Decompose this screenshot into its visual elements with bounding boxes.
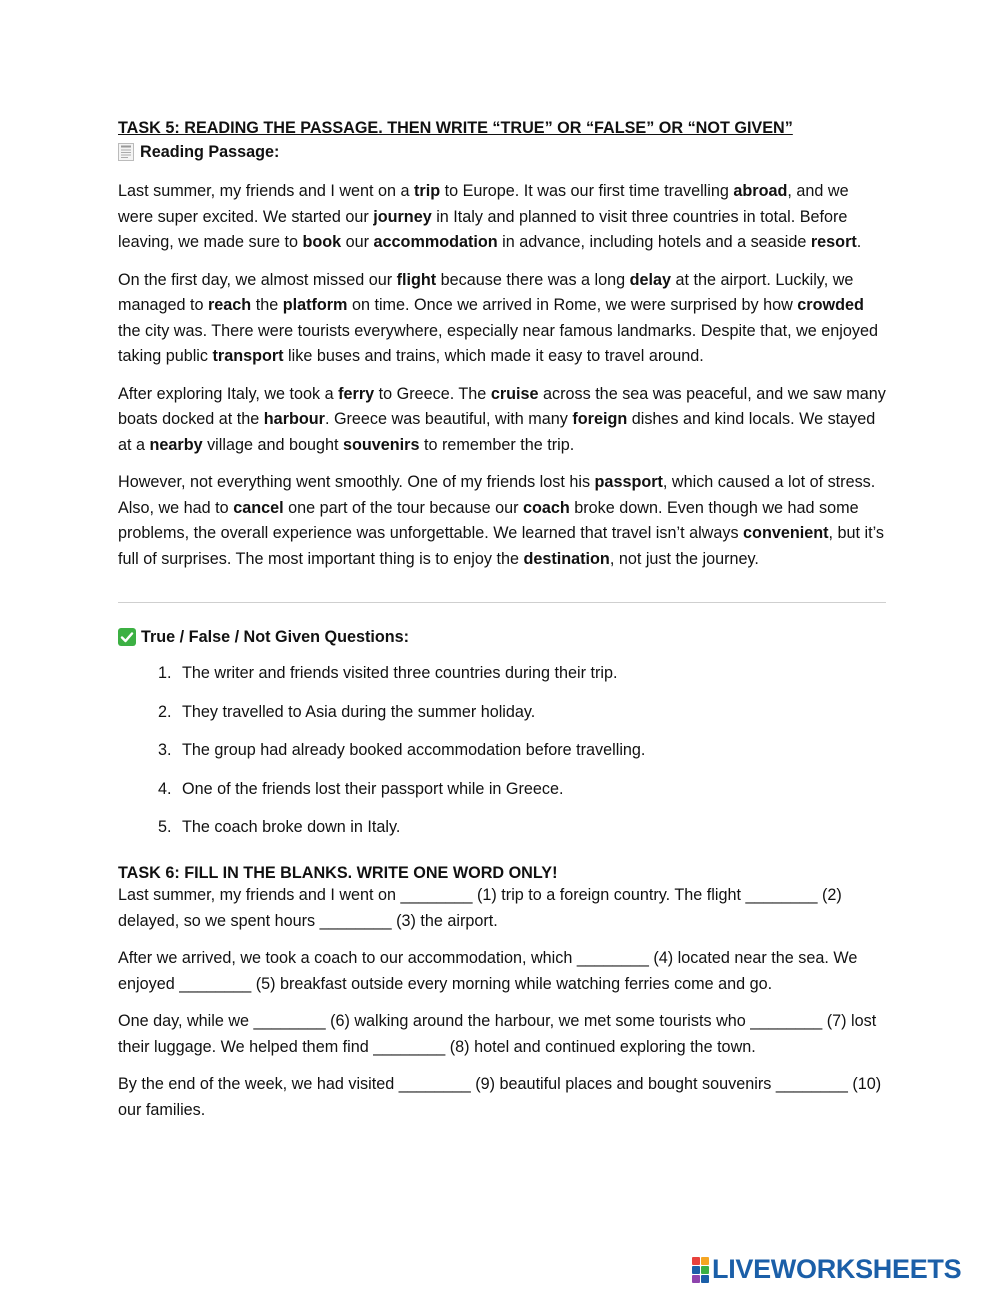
passage-text: our <box>341 233 374 251</box>
passage-text: across the sea was peaceful, and we saw many boats docked at the <box>118 384 886 428</box>
passage-paragraph <box>118 470 886 572</box>
reading-passage-heading <box>118 140 886 164</box>
reading-passage-label: Reading Passage: <box>140 143 280 161</box>
keyword: nearby <box>149 435 203 454</box>
keyword: accommodation <box>373 233 498 251</box>
keyword: delay <box>629 270 672 289</box>
passage-text: However, not everything went smoothly. One of my friends lost his <box>118 473 595 491</box>
passage-text: village and bought <box>202 435 343 454</box>
passage-paragraph <box>118 268 886 370</box>
question-item: 4. One of the friends lost their passport while in Greece. <box>176 777 886 801</box>
logo-text: LIVEWORKSHEETS <box>712 1254 962 1284</box>
keyword: cancel <box>233 498 284 517</box>
passage-text: in Italy and planned to visit three countries in total. Before leaving, we made sure to <box>118 207 848 251</box>
fill-blank-paragraph: By the end of the week, we had visited ________ (9) beautiful places and bought souvenirs ________ (10) our families. <box>118 1075 882 1119</box>
reading-passage <box>118 179 886 572</box>
keyword: reach <box>208 296 252 314</box>
keyword: journey <box>373 207 432 226</box>
passage-text: , not just the journey. <box>609 549 759 568</box>
passage-text: the <box>251 296 283 314</box>
passage-text: , but it’s full of surprises. The most important thing is to enjoy the <box>118 524 884 568</box>
question-item: 5. The coach broke down in Italy. <box>176 815 886 839</box>
liveworksheets-logo-icon <box>692 1257 709 1283</box>
questions-heading <box>118 625 886 649</box>
keyword: resort <box>810 233 857 251</box>
keyword: book <box>302 233 342 251</box>
keyword: coach <box>522 498 570 517</box>
passage-text: . Greece was beautiful, with many <box>324 410 573 428</box>
newspaper-icon <box>118 143 134 161</box>
passage-text: to Greece. The <box>374 384 491 403</box>
questions-heading-label: True / False / Not Given Questions: <box>141 628 410 646</box>
keyword: flight <box>396 270 437 289</box>
keyword: harbour <box>263 410 325 428</box>
passage-text: After exploring Italy, we took a <box>118 384 339 403</box>
passage-text: the city was. There were tourists everywhere, especially near famous landmarks. Despite that, we enjoyed taking public <box>118 321 878 365</box>
keyword: trip <box>414 182 441 200</box>
questions-list <box>118 661 886 839</box>
passage-text: because there was a long <box>436 270 630 289</box>
keyword: passport <box>594 473 663 491</box>
task6-section <box>118 863 886 1123</box>
keyword: ferry <box>338 384 375 403</box>
keyword: transport <box>212 347 284 365</box>
fill-blank-paragraph: One day, while we ________ (6) walking around the harbour, we met some tourists who ________ (7) lost their luggage. We helped them find ________ (8) hotel and continued exploring the town. <box>118 1012 877 1056</box>
passage-paragraph <box>118 179 886 256</box>
keyword: destination <box>523 549 610 568</box>
passage-text: dishes and kind locals. We stayed at a <box>118 410 876 454</box>
passage-text: at the airport. Luckily, we managed to <box>118 270 854 314</box>
keyword: foreign <box>572 410 628 428</box>
logo-block <box>701 1275 709 1283</box>
task5-title: TASK 5: READING THE PASSAGE. THEN WRITE “TRUE” OR “FALSE” OR “NOT GIVEN” <box>118 119 793 137</box>
passage-text: to Europe. It was our first time travelling <box>440 182 734 200</box>
fill-blank-paragraph: After we arrived, we took a coach to our accommodation, which ________ (4) located near the sea. We enjoyed ________ (5) breakfast outside every morning while watching ferries come and go. <box>118 949 858 993</box>
fill-blank-paragraph: Last summer, my friends and I went on ________ (1) trip to a foreign country. The flight ________ (2) delayed, so we spent hours ________ (3) the airport. <box>118 886 842 930</box>
passage-paragraph <box>118 382 886 459</box>
task6-title: TASK 6: FILL IN THE BLANKS. WRITE ONE WORD ONLY! <box>118 864 558 883</box>
keyword: abroad <box>733 182 788 200</box>
passage-text: broke down. Even though we had some problems, the overall experience was unforgettable. We learned that travel isn’t always <box>118 498 859 542</box>
section-divider <box>118 602 886 603</box>
passage-text: like buses and trains, which made it easy to travel around. <box>283 347 704 365</box>
keyword: cruise <box>490 384 539 403</box>
task5-section <box>118 118 886 839</box>
logo-block <box>701 1266 709 1274</box>
passage-text: . <box>856 233 862 251</box>
question-item: 1. The writer and friends visited three countries during their trip. <box>176 661 886 685</box>
keyword: crowded <box>797 296 864 314</box>
passage-text: to remember the trip. <box>419 435 575 454</box>
passage-text: On the first day, we almost missed our <box>118 270 397 289</box>
keyword: souvenirs <box>343 435 420 454</box>
passage-text: one part of the tour because our <box>283 498 523 517</box>
passage-text: in advance, including hotels and a seaside <box>497 233 811 251</box>
passage-text: Last summer, my friends and I went on a <box>118 182 415 200</box>
passage-text: , and we were super excited. We started our <box>118 182 849 226</box>
worksheet-page <box>118 118 886 1135</box>
question-item: 3. The group had already booked accommodation before travelling. <box>176 738 886 762</box>
keyword: convenient <box>743 524 829 542</box>
question-item: 2. They travelled to Asia during the summer holiday. <box>176 700 886 724</box>
keyword: platform <box>282 296 348 314</box>
logo-block <box>701 1257 709 1265</box>
liveworksheets-logo[interactable] <box>692 1256 961 1283</box>
check-mark-icon <box>118 628 136 646</box>
passage-text: , which caused a lot of stress. Also, we had to <box>118 473 876 517</box>
logo-block <box>692 1275 700 1283</box>
logo-block <box>692 1266 700 1274</box>
passage-text: on time. Once we arrived in Rome, we were surprised by how <box>347 296 798 314</box>
logo-block <box>692 1257 700 1265</box>
